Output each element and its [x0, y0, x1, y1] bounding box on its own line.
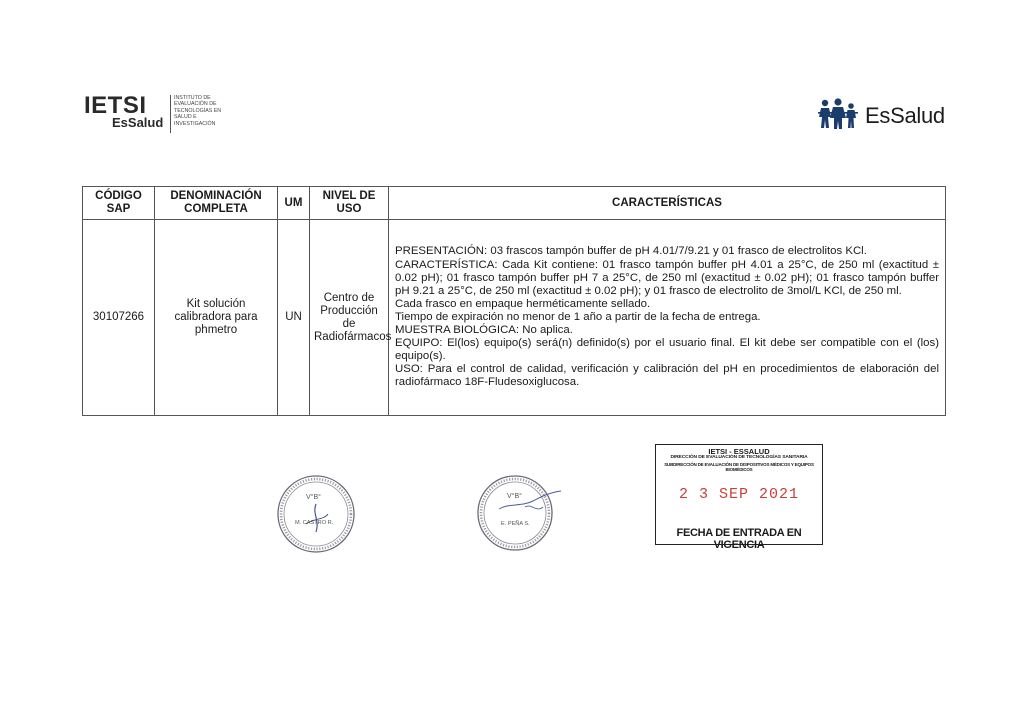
ietsi-institute-line: INSTITUTO DE [174, 95, 211, 101]
seal-vb-label: V°B° [306, 494, 321, 501]
header-um: UM [278, 187, 310, 220]
vigencia-stamp-title: IETSI - ESSALUD [708, 447, 770, 456]
essalud-logo-text: EsSalud [865, 103, 945, 128]
family-figures-icon [818, 98, 864, 130]
caracteristica-uso: USO: Para el control de calidad, verificación y calibración del pH en procedimientos de elaboración del radiofármaco 18F-Fludesoxiglucosa. [395, 363, 939, 389]
vigencia-stamp-direccion: DIRECCIÓN DE EVALUACIÓN DE TECNOLOGÍAS SANITARIA [670, 455, 808, 460]
cell-denominacion: Kit solución calibradora para phmetro [155, 220, 278, 416]
caracteristica-equipo: EQUIPO: El(los) equipo(s) será(n) definido(s) por el usuario final. El kit debe ser compatible con el (los) equipo(s). [395, 337, 939, 363]
cell-caracteristicas [389, 220, 946, 416]
header-nivel-de-uso: NIVEL DE USO [310, 187, 389, 220]
header-caracteristicas: CARACTERÍSTICAS [389, 187, 946, 220]
ietsi-logo-main: IETSI [84, 92, 147, 119]
ietsi-institute-line: INVESTIGACIÓN [174, 120, 216, 127]
caracteristica-presentacion: PRESENTACIÓN: 03 frascos tampón buffer de pH 4.01/7/9.21 y 01 frasco de electrolitos KCl. [395, 245, 867, 258]
caracteristica-detalle: CARACTERÍSTICA: Cada Kit contiene: 01 frasco tampón buffer pH 4.01 a 25°C, de 250 ml (exactitud ± 0.02 pH); 01 frasco tampón buffer pH 7 a 25°C, de 250 ml (exactitud ± 0.02 pH); 01 frasco tampón buffer pH 9.21 a 25°C, de 250 ml (exactitud ± 0.02 pH); y 01 frasco de electrolito de 3mol/L KCl, de 250 ml. [395, 258, 939, 297]
seal-name-label: E. PEÑA S. [501, 521, 530, 527]
table-row [83, 220, 946, 416]
ietsi-institute-line: EVALUACIÓN DE [174, 101, 217, 108]
caracteristica-muestra-biologica: MUESTRA BIOLÓGICA: No aplica. [395, 324, 573, 337]
ietsi-institute-line: SALUD E [174, 114, 197, 121]
seal-vb-label: V°B° [507, 493, 522, 500]
vigencia-stamp-subdireccion: SUBDIRECCIÓN DE EVALUACIÓN DE DISPOSITIVOS MÉDICOS Y EQUIPOS BIOMÉDICOS [664, 462, 814, 472]
header-denominacion: DENOMINACIÓN COMPLETA [155, 187, 278, 220]
vigencia-stamp-date: 2 3 SEP 2021 [678, 486, 800, 503]
caracteristica-empaque: Cada frasco en empaque herméticamente sellado. [395, 297, 651, 310]
vigencia-stamp-footer: FECHA DE ENTRADA EN VIGENCIA [676, 527, 802, 551]
cell-nivel-de-uso: Centro de Producción de Radiofármacos [310, 220, 389, 416]
approval-seal-pena [477, 473, 567, 553]
cell-um: UN [278, 220, 310, 416]
approval-seal-castro [276, 474, 356, 554]
ietsi-logo-sub: EsSalud [112, 115, 164, 130]
vigencia-stamp [655, 444, 823, 551]
ietsi-logo [84, 92, 244, 136]
cell-codigo-sap: 30107266 [83, 220, 155, 416]
caracteristica-expiracion: Tiempo de expiración no menor de 1 año a partir de la fecha de entrega. [395, 310, 761, 323]
header-codigo-sap: CÓDIGO SAP [83, 187, 155, 220]
specification-table [82, 186, 946, 416]
ietsi-logo-divider [170, 95, 171, 133]
ietsi-institute-line: TECNOLOGÍAS EN [174, 107, 222, 114]
ietsi-institute-name [174, 95, 244, 127]
seal-name-label: M. CASTRO R. [295, 520, 334, 526]
essalud-logo [818, 98, 948, 132]
table-header-row [83, 187, 946, 220]
